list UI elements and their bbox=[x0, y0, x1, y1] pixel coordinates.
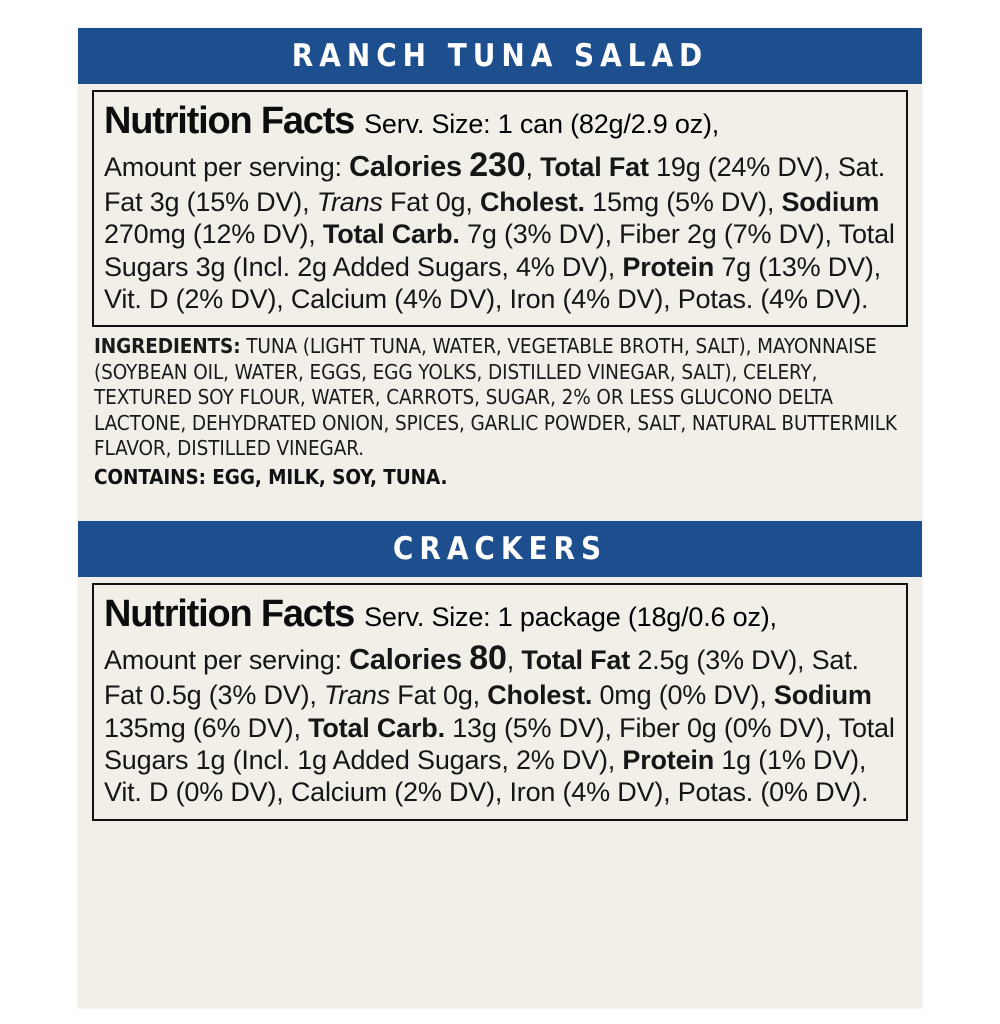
nutrition-facts-title: Nutrition Facts bbox=[104, 100, 355, 142]
serving-size-text-crackers: Serv. Size: 1 package (18g/0.6 oz), bbox=[364, 602, 777, 633]
amount-per-serving-label-crackers: Amount per serving: bbox=[104, 645, 342, 676]
crackers-section bbox=[78, 521, 922, 820]
nutrition-facts-box-crackers bbox=[92, 583, 908, 820]
nutrition-facts-title-crackers: Nutrition Facts bbox=[104, 593, 355, 636]
nutrition-header-row-crackers bbox=[104, 593, 896, 636]
banner-crackers bbox=[78, 521, 922, 577]
contains-allergens-text: CONTAINS: EGG, MILK, SOY, TUNA. bbox=[94, 465, 448, 490]
nutrition-label-panel bbox=[78, 28, 922, 1008]
ingredients-block-tuna bbox=[94, 334, 908, 461]
nutrient-list-crackers: Total Fat 2.5g (3% DV), Sat. Fat 0.5g (3% DV), Trans Fat 0g, Cholest. 0mg (0% DV), Sodium 135mg (6% DV), Total Carb. 13g (5% DV), Fiber 0g (0% DV), Total Sugars 1g (Incl. 1g Added Sugars, 2% DV), Protein 1g (1% DV), Vit. D (0% DV), Calcium (2% DV), Iron (4% DV), Potas. (0% DV). bbox=[104, 645, 895, 808]
nutrition-detail-text-crackers: Amount per serving: Calories 80, Total Fat 2.5g (3% DV), Sat. Fat 0.5g (3% DV), Trans Fat 0g, Cholest. 0mg (0% DV), Sodium 135mg (6% DV), Total Carb. 13g (5% DV), Fiber 0g (0% DV), Total Sugars 1g (Incl. 1g Added Sugars, 2% DV), Protein 1g (1% DV), Vit. D (0% DV), Calcium (2% DV), Iron (4% DV), Potas. (0% DV). bbox=[104, 639, 895, 808]
calories-label: Calories bbox=[349, 151, 462, 183]
nutrition-facts-box-tuna bbox=[92, 90, 908, 327]
ingredients-label: INGREDIENTS: bbox=[94, 334, 241, 359]
banner-title-crackers: CRACKERS bbox=[392, 531, 608, 568]
calories-value-crackers: 80 bbox=[469, 639, 507, 678]
nutrition-header-row bbox=[104, 100, 896, 143]
banner-ranch-tuna-salad bbox=[78, 28, 922, 84]
calories-value: 230 bbox=[469, 146, 526, 184]
calories-label-crackers: Calories bbox=[349, 644, 462, 677]
serving-size-text: Serv. Size: 1 can (82g/2.9 oz), bbox=[364, 109, 720, 139]
ingredients-text: TUNA (LIGHT TUNA, WATER, VEGETABLE BROTH, SALT), MAYONNAISE (SOYBEAN OIL, WATER, EGGS, EGG YOLKS, DISTILLED VINEGAR, SALT), CELERY, TEXTURED SOY FLOUR, WATER, CARROTS, SUGAR, 2% OR LESS GLUCONO DELTA LACTONE, DEHYDRATED ONION, SPICES, GARLIC POWDER, SALT, NATURAL BUTTERMILK FLAVOR, DISTILLED VINEGAR. bbox=[94, 334, 897, 460]
nutrition-detail-text: Amount per serving: Calories 230, Total Fat 19g (24% DV), Sat. Fat 3g (15% DV), Trans Fat 0g, Cholest. 15mg (5% DV), Sodium 270mg (12% DV), Total Carb. 7g (3% DV), Fiber 2g (7% DV), Total Sugars 3g (Incl. 2g Added Sugars, 4% DV), Protein 7g (13% DV), Vit. D (2% DV), Calcium (4% DV), Iron (4% DV), Potas. (4% DV). bbox=[104, 146, 895, 314]
nutrient-list: Total Fat 19g (24% DV), Sat. Fat 3g (15% DV), Trans Fat 0g, Cholest. 15mg (5% DV), Sodium 270mg (12% DV), Total Carb. 7g (3% DV), Fiber 2g (7% DV), Total Sugars 3g (Incl. 2g Added Sugars, 4% DV), Protein 7g (13% DV), Vit. D (2% DV), Calcium (4% DV), Iron (4% DV), Potas. (4% DV). bbox=[104, 152, 895, 314]
amount-per-serving-label: Amount per serving: bbox=[104, 152, 342, 182]
section-divider bbox=[78, 489, 922, 507]
banner-title: RANCH TUNA SALAD bbox=[291, 38, 709, 74]
